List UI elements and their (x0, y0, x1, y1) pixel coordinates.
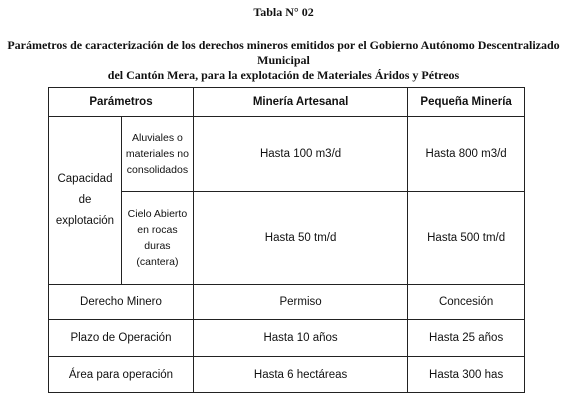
table-row (49, 285, 525, 320)
cielo-abierto-artesanal-value: Hasta 50 tm/d (193, 192, 407, 285)
parameters-table (48, 87, 525, 393)
cielo-abierto-pequena-value: Hasta 500 tm/d (408, 192, 525, 285)
aluviales-label: Aluviales o materiales no consolidados (121, 117, 193, 192)
table-caption (0, 38, 567, 83)
aluviales-pequena-value: Hasta 800 m3/d (408, 117, 525, 192)
plazo-artesanal-value: Hasta 10 años (193, 320, 407, 357)
caption-line-1: Parámetros de caracterización de los derechos mineros emitidos por el Gobierno Autónomo Descentralizado Municipal (7, 38, 560, 67)
table-row (49, 357, 525, 393)
area-artesanal-value: Hasta 6 hectáreas (193, 357, 407, 393)
table-number-title: Tabla N° 02 (253, 5, 314, 19)
derecho-minero-artesanal-value: Permiso (193, 285, 407, 320)
header-row (49, 88, 525, 117)
header-mineria-artesanal: Minería Artesanal (193, 88, 407, 117)
aluviales-artesanal-value: Hasta 100 m3/d (193, 117, 407, 192)
plazo-label: Plazo de Operación (49, 320, 194, 357)
header-parametros: Parámetros (49, 88, 194, 117)
header-pequena-mineria: Pequeña Minería (408, 88, 525, 117)
capacidad-label: Capacidad de explotación (49, 117, 122, 285)
plazo-pequena-value: Hasta 25 años (408, 320, 525, 357)
table-row (49, 117, 525, 192)
derecho-minero-pequena-value: Concesión (408, 285, 525, 320)
area-label: Área para operación (49, 357, 194, 393)
cielo-abierto-label: Cielo Abierto en rocas duras (cantera) (121, 192, 193, 285)
area-pequena-value: Hasta 300 has (408, 357, 525, 393)
table-row (49, 320, 525, 357)
derecho-minero-label: Derecho Minero (49, 285, 194, 320)
caption-line-2: del Cantón Mera, para la explotación de Materiales Áridos y Pétreos (107, 68, 460, 82)
